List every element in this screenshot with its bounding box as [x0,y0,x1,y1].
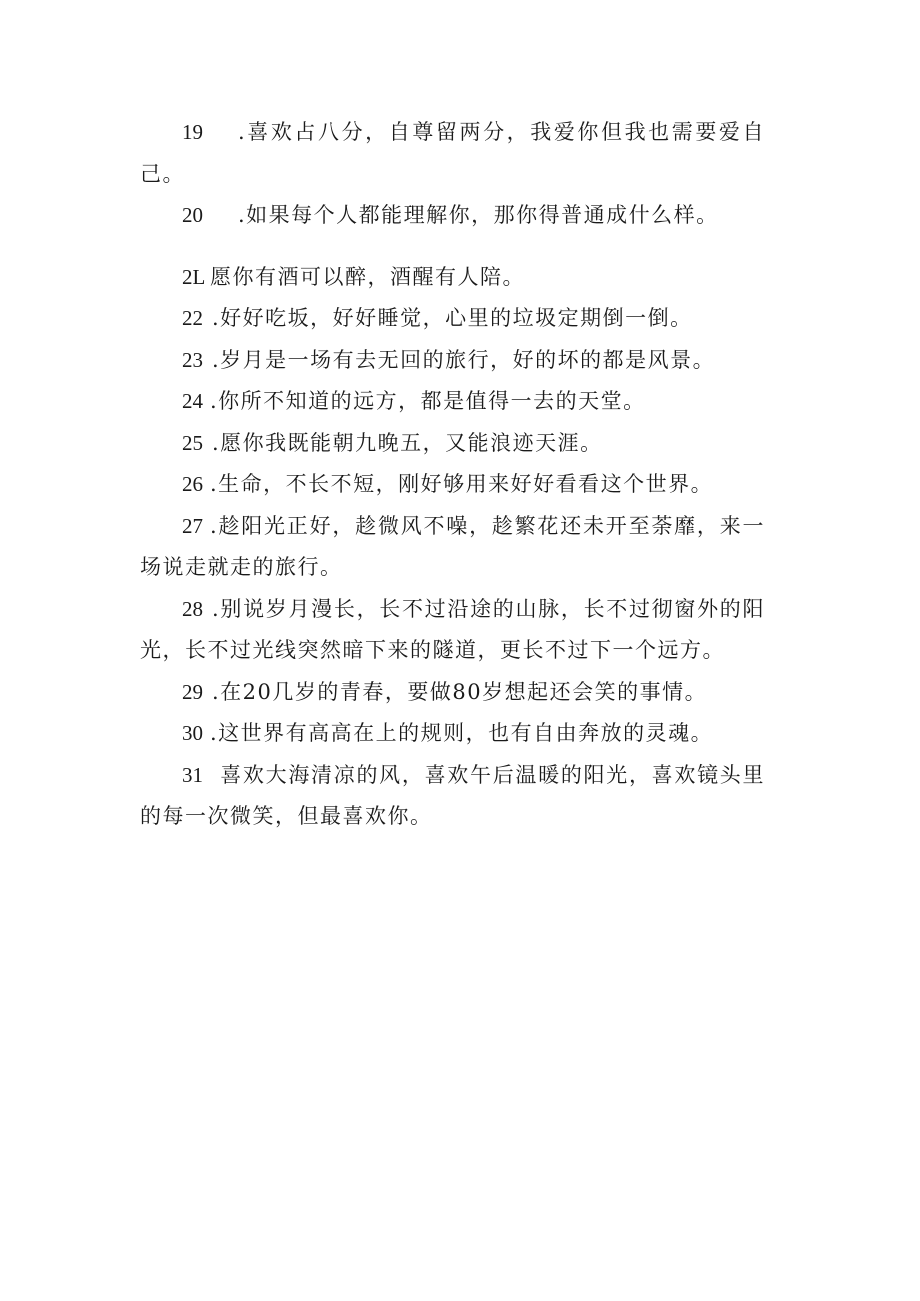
item-number: 2L [182,264,206,289]
list-item [140,112,765,195]
list-item [140,381,765,423]
item-number: 23 [182,347,203,372]
item-text: .这世界有高高在上的规则，也有自由奔放的灵魂。 [210,721,714,745]
item-number: 28 [182,596,203,621]
item-text: .生命，不长不短，刚好够用来好好看看这个世界。 [210,472,714,496]
list-item [140,672,765,714]
item-text: .你所不知道的远方，都是值得一去的天堂。 [210,389,646,413]
list-item [140,506,765,589]
item-number: 26 [182,472,203,496]
item-text: .如果每个人都能理解你，那你得普通成什么样。 [238,203,719,227]
list-item [140,423,765,465]
list-item [140,713,765,755]
item-number: 31 [182,762,203,787]
item-text: .趁阳光正好，趁微风不噪，趁繁花还未开至荼靡，来一场说走就走的旅行。 [140,513,765,579]
item-text: .别说岁月漫长，长不过沿途的山脉，长不过彻窗外的阳光，长不过光线突然暗下来的隧道，更长不过下一个远方。 [140,596,765,662]
item-text: .愿你我既能朝九晚五，又能浪迹天涯。 [212,430,603,455]
item-text: .好好吃坂，好好睡觉，心里的垃圾定期倒一倒。 [212,306,693,330]
item-number: 22 [182,306,203,330]
item-text: .在20几岁的青春，要做80岁想起还会笑的事情。 [212,679,708,704]
list-item [140,195,765,237]
list-item [140,257,765,299]
list-item [140,340,765,382]
list-item [140,589,765,672]
list-item [140,464,765,506]
document-body [140,112,765,838]
item-text: 愿你有酒可以醉，酒醒有人陪。 [210,264,525,289]
item-text: .喜欢占八分，自尊留两分，我爱你但我也需要爱自己。 [140,120,765,186]
item-number: 25 [182,430,203,455]
list-item [140,298,765,340]
list-item [140,755,765,838]
item-number: 27 [182,513,203,538]
item-number: 20 [182,203,203,227]
item-text: 喜欢大海清凉的风，喜欢午后温暖的阳光，喜欢镜头里的每一次微笑，但最喜欢你。 [140,762,765,828]
item-text: .岁月是一场有去无回的旅行，好的坏的都是风景。 [212,347,716,372]
item-number: 30 [182,721,203,745]
item-number: 24 [182,389,203,413]
item-number: 19 [182,120,203,144]
item-number: 29 [182,679,203,704]
